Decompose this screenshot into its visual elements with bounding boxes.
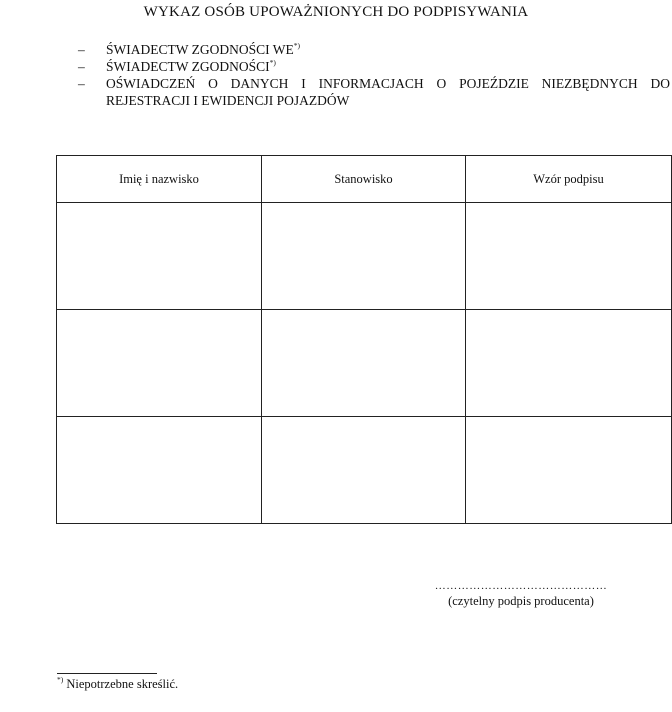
footnote-mark: *) xyxy=(293,41,300,50)
list-dash: – xyxy=(78,59,85,74)
footnote-mark: *) xyxy=(57,675,64,684)
signature-dotted-line: ……………………………………… xyxy=(434,580,608,592)
table-cell-name[interactable] xyxy=(57,203,262,310)
table-cell-name[interactable] xyxy=(57,417,262,524)
list-item xyxy=(78,58,670,75)
list-item xyxy=(78,41,670,58)
list-item xyxy=(78,75,670,109)
list-item-text: ŚWIADECTW ZGODNOŚCI xyxy=(106,59,270,74)
signature-caption: (czytelny podpis producenta) xyxy=(448,594,594,608)
table-cell-signature[interactable] xyxy=(466,417,672,524)
footnote-mark: *) xyxy=(269,58,276,67)
list-item-line: REJESTRACJI I EWIDENCJI POJAZDÓW xyxy=(106,93,350,108)
table-cell-name[interactable] xyxy=(57,310,262,417)
column-header-signature-specimen: Wzór podpisu xyxy=(466,156,672,203)
table-row xyxy=(57,310,672,417)
signatories-table xyxy=(56,155,672,524)
table-cell-signature[interactable] xyxy=(466,203,672,310)
table-cell-position[interactable] xyxy=(262,310,466,417)
table-row xyxy=(57,203,672,310)
list-item-text: ŚWIADECTW ZGODNOŚCI WE xyxy=(106,42,294,57)
table-row xyxy=(57,417,672,524)
column-header-position: Stanowisko xyxy=(262,156,466,203)
footnote-divider xyxy=(57,673,157,674)
table-header-row xyxy=(57,156,672,203)
table-cell-signature[interactable] xyxy=(466,310,672,417)
document-title: WYKAZ OSÓB UPOWAŻNIONYCH DO PODPISYWANIA xyxy=(143,4,529,20)
column-header-name: Imię i nazwisko xyxy=(57,156,262,203)
table-cell-position[interactable] xyxy=(262,203,466,310)
list-dash: – xyxy=(78,42,85,57)
table-cell-position[interactable] xyxy=(262,417,466,524)
list-item-line: OŚWIADCZEŃ O DANYCH I INFORMACJACH O POJEŹDZIE NIEZBĘDNYCH DO xyxy=(106,76,670,91)
footnote xyxy=(57,677,178,692)
list-dash: – xyxy=(78,76,85,91)
document-type-list xyxy=(78,41,670,109)
footnote-text: Niepotrzebne skreślić. xyxy=(63,677,179,691)
